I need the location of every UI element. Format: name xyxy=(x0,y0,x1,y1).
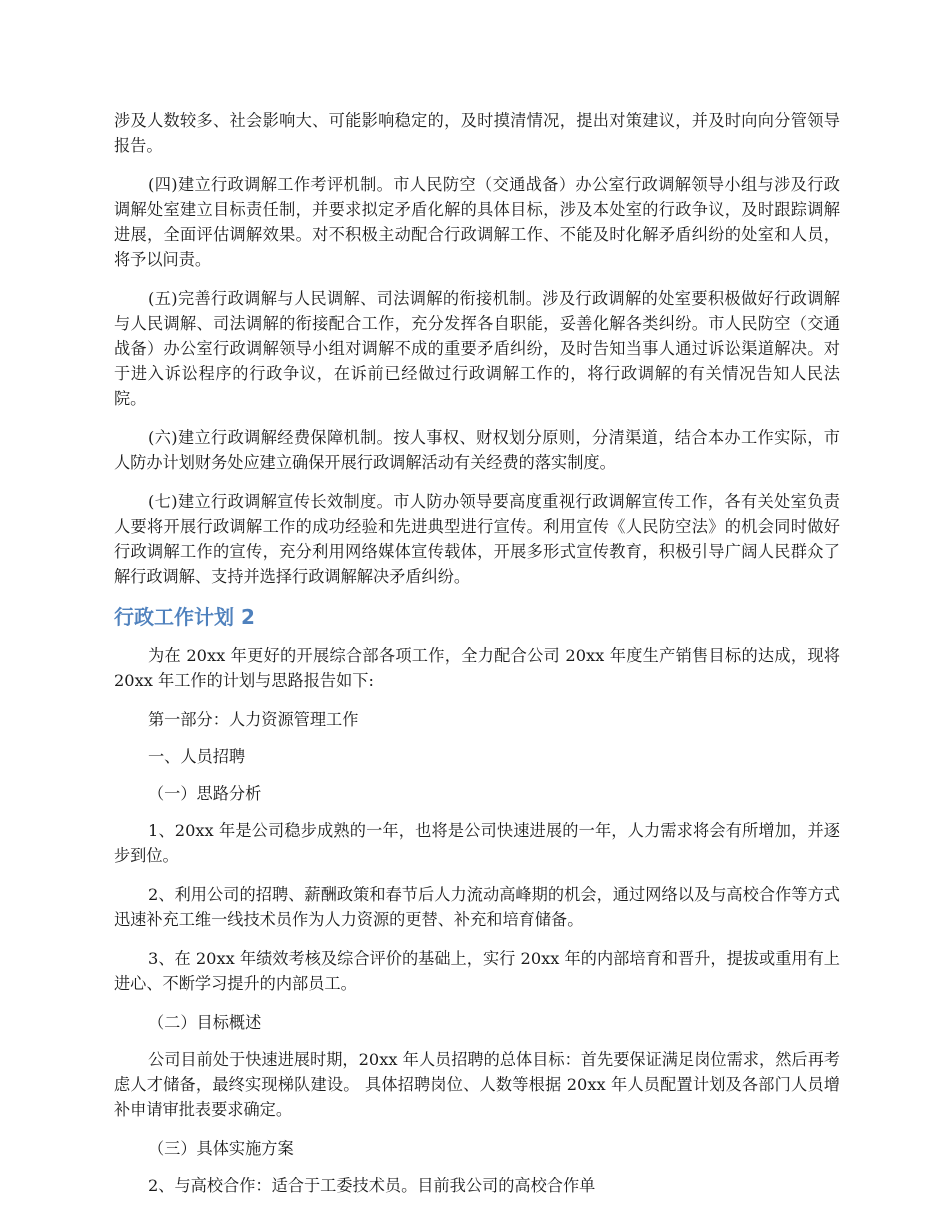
section-heading: 行政工作计划 2 xyxy=(114,605,255,629)
subheading-goals: （二）目标概述 xyxy=(148,1013,262,1032)
subheading-analysis: （一）思路分析 xyxy=(148,784,262,803)
paragraph-goals: 公司目前处于快速进展时期，20xx 年人员招聘的总体目标：首先要保证满足岗位需求，然后再考虑人才储备，最终实现梯队建设。 具体招聘岗位、人数等根据 20xx 年人员配置计划及各部门人员增补申请审批表要求确定。 xyxy=(114,1050,840,1119)
paragraph-item-6: (六)建立行政调解经费保障机制。按人事权、财权划分原则，分清渠道，结合本办工作实际，市人防办计划财务处应建立确保开展行政调解活动有关经费的落实制度。 xyxy=(114,428,840,472)
paragraph-intro: 为在 20xx 年更好的开展综合部各项工作，全力配合公司 20xx 年度生产销售目标的达成，现将 20xx 年工作的计划与思路报告如下: xyxy=(114,646,840,690)
paragraph-item-7: (七)建立行政调解宣传长效制度。市人防办领导要高度重视行政调解宣传工作，各有关处室负责人要将开展行政调解工作的成功经验和先进典型进行宣传。利用宣传《人民防空法》的机会同时做好行政调解工作的宣传，充分利用网络媒体宣传载体，开展多形式宣传教育，积极引导广阔人民群众了解行政调解、支持并选择行政调解解决矛盾纠纷。 xyxy=(114,492,840,586)
paragraph-point-3: 3、在 20xx 年绩效考核及综合评价的基础上，实行 20xx 年的内部培育和晋升，提拔或重用有上进心、不断学习提升的内部员工。 xyxy=(114,949,840,993)
document-page xyxy=(114,108,840,1212)
part-title: 第一部分：人力资源管理工作 xyxy=(148,710,359,729)
paragraph-plan-2: 2、与高校合作：适合于工委技术员。目前我公司的高校合作单 xyxy=(148,1176,596,1195)
paragraph-item-4: (四)建立行政调解工作考评机制。市人民防空（交通战备）办公室行政调解领导小组与涉及行政调解处室建立目标责任制，并要求拟定矛盾化解的具体目标，涉及本处室的行政争议，及时跟踪调解进展，全面评估调解效果。对不积极主动配合行政调解工作、不能及时化解矛盾纠纷的处室和人员，将予以问责。 xyxy=(114,175,840,269)
paragraph-point-2: 2、利用公司的招聘、薪酬政策和春节后人力流动高峰期的机会，通过网络以及与高校合作等方式迅速补充工维一线技术员作为人力资源的更替、补充和培育储备。 xyxy=(114,885,840,929)
paragraph-point-1: 1、20xx 年是公司稳步成熟的一年，也将是公司快速进展的一年，人力需求将会有所增加，并逐步到位。 xyxy=(114,821,840,865)
paragraph-continuation: 涉及人数较多、社会影响大、可能影响稳定的，及时摸清情况，提出对策建议，并及时向向分管领导报告。 xyxy=(114,111,840,155)
paragraph-item-5: (五)完善行政调解与人民调解、司法调解的衔接机制。涉及行政调解的处室要积极做好行政调解与人民调解、司法调解的衔接配合工作，充分发挥各自职能，妥善化解各类纠纷。市人民防空（交通战备）办公室行政调解领导小组对调解不成的重要矛盾纠纷，及时告知当事人通过诉讼渠道解决。对于进入诉讼程序的行政争议，在诉前已经做过行政调解工作的，将行政调解的有关情况告知人民法院。 xyxy=(114,289,840,408)
subsection-title: 一、人员招聘 xyxy=(148,747,246,766)
subheading-plan: （三）具体实施方案 xyxy=(148,1139,294,1158)
